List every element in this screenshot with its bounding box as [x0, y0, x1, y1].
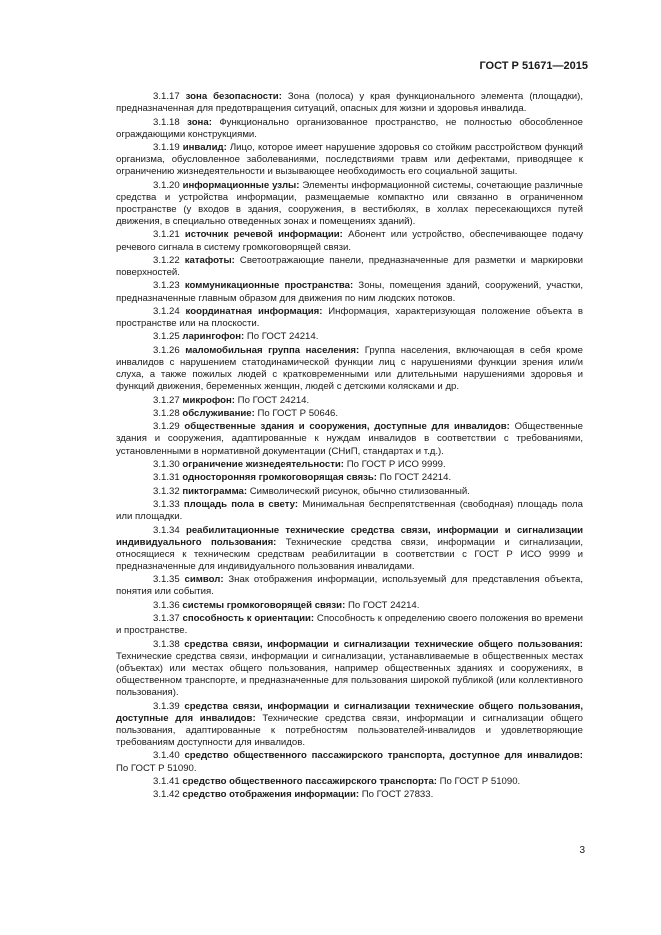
term-number: 3.1.33 — [153, 499, 180, 510]
term-name: микрофон: — [182, 394, 235, 406]
term-entry — [116, 408, 583, 420]
term-number: 3.1.18 — [153, 116, 180, 128]
term-name: символ: — [184, 574, 224, 586]
term-entry — [116, 486, 583, 498]
term-name: площадь пола в свету: — [183, 499, 299, 510]
term-name: средство отображения информации: — [182, 789, 360, 801]
term-name: маломобильная группа населения: — [185, 344, 360, 356]
terms-list — [116, 91, 583, 803]
term-number: 3.1.21 — [153, 229, 180, 241]
term-name: системы громкоговорящей связи: — [182, 599, 346, 611]
term-entry — [116, 776, 583, 788]
term-number: 3.1.28 — [153, 407, 180, 419]
term-definition: Светоотражающие панели, предназначенные для разметки и маркировки поверхностей. — [116, 254, 583, 279]
term-name: коммуникационные пространства: — [184, 280, 354, 292]
term-definition: Знак отображения информации, используемый для представления объекта, понятия или события. — [116, 574, 583, 598]
term-number: 3.1.35 — [153, 574, 180, 586]
term-definition: По ГОСТ Р 50646. — [257, 407, 339, 419]
term-name: информационные узлы: — [182, 179, 300, 191]
term-name: средства связи, информации и сигнализации технические общего пользования: — [184, 638, 583, 650]
term-name: зона безопасности: — [185, 91, 282, 102]
term-entry — [116, 472, 583, 484]
term-number: 3.1.20 — [153, 179, 180, 191]
term-entry — [116, 613, 583, 637]
term-number: 3.1.17 — [153, 91, 180, 102]
term-entry — [116, 280, 583, 304]
term-number: 3.1.22 — [153, 254, 180, 266]
term-name: односторонняя громкоговорящая связь: — [182, 472, 377, 484]
term-definition: По ГОСТ 27833. — [361, 789, 434, 801]
term-definition: Элементы информационной системы, сочетающие различные средства и устройства информации, размещаемые компактно или связанно в ограниченном пространстве (у входов в здания, сооружения, в вестибюлях, в холлах пересекающихся путей движения, в специально отведенных зонах и помещениях зданий). — [116, 179, 584, 228]
term-entry — [116, 421, 583, 457]
term-name: катафоты: — [184, 254, 235, 266]
term-entry — [116, 117, 583, 141]
term-number: 3.1.24 — [153, 305, 180, 317]
term-entry — [116, 499, 583, 523]
term-entry — [116, 331, 583, 343]
term-entry — [116, 91, 583, 115]
term-number: 3.1.37 — [153, 613, 180, 625]
term-entry — [116, 459, 583, 471]
term-definition: По ГОСТ Р 51090. — [116, 762, 197, 774]
term-name: ограничение жизнедеятельности: — [182, 458, 345, 470]
term-number: 3.1.25 — [153, 331, 180, 343]
term-definition: Информация, характеризующая положение объекта в пространстве или на плоскости. — [116, 305, 583, 330]
term-definition: Технические средства связи, информации и сигнализации, устанавливаемые в общественных местах (объектах) или местах общего пользования, например общественных зданиях и сооружениях, в общественном транспорте, и предназначенные для пользования широкой публикой (или коллективного пользования). — [116, 650, 583, 699]
term-definition: Технические средства связи, информации и сигнализации общего пользования, адаптированные к потребностям пользователей-инвалидов и удовлетворяющие требованиям доступности для инвалидов. — [116, 712, 584, 749]
term-name: зона: — [187, 116, 212, 128]
term-number: 3.1.39 — [153, 700, 180, 712]
term-entry — [116, 600, 583, 612]
term-definition: По ГОСТ 24214. — [237, 394, 310, 406]
term-number: 3.1.23 — [153, 280, 180, 292]
term-definition: Технические средства связи, информации и сигнализации, относящиеся к техническим средствам реабилитации в соответствии с ГОСТ Р ИСО 9999 и предназначенные для индивидуального пользования инвалидами. — [116, 536, 583, 572]
term-number: 3.1.40 — [153, 750, 180, 762]
term-entry — [116, 345, 583, 394]
term-name: источник речевой информации: — [184, 229, 343, 241]
term-name: обслуживание: — [182, 407, 255, 419]
term-definition: По ГОСТ 24214. — [379, 472, 452, 484]
term-entry — [116, 639, 583, 700]
page-number: 3 — [579, 845, 585, 856]
term-entry — [116, 142, 583, 178]
term-name: ларингофон: — [182, 331, 245, 343]
term-definition: Общественные здания и сооружения, адаптированные к нуждам инвалидов в соответствии с требованиями, установленными в нормативной документации (СНиП, стандартах и т.д.). — [116, 421, 584, 457]
term-definition: Абонент или устройство, обеспечивающее подачу речевого сигнала в систему громкоговорящей связи. — [116, 229, 583, 253]
term-name: общественные здания и сооружения, доступные для инвалидов: — [184, 421, 510, 433]
term-definition: Минимальная беспрепятственная (свободная) площадь пола или площадки. — [116, 499, 583, 523]
term-definition: По ГОСТ 24214. — [347, 599, 420, 611]
term-entry — [116, 306, 583, 330]
term-definition: Лицо, которое имеет нарушение здоровья со стойким расстройством функций организма, обусловленное заболеваниями, последствиями травм или дефектами, приводящее к ограничению жизнедеятельности и вызывающее необходимость его социальной защиты. — [116, 142, 583, 178]
term-number: 3.1.29 — [153, 421, 180, 433]
term-definition: Зона (полоса) у края функционального элемента (площадки), предназначенная для предотвращения ситуаций, опасных для жизни и здоровья инвалида. — [116, 91, 584, 115]
term-entry — [116, 789, 583, 801]
term-name: пиктограмма: — [182, 485, 248, 497]
term-definition: Символический рисунок, обычно стилизованный. — [249, 485, 470, 497]
term-definition: Способность к определению своего положения во времени и пространстве. — [116, 613, 584, 637]
term-name: способность к ориентации: — [182, 613, 315, 625]
term-name: координатная информация: — [185, 305, 323, 317]
term-definition: Группа населения, включающая в себя кроме инвалидов с нарушением статодинамической функции лиц с нарушениями функции зрения или/и слуха, а также пожилых людей с кратковременными или длительными нарушениями здоровья и функций движения, беременных женщин, людей с детскими колясками и др. — [116, 344, 584, 393]
term-number: 3.1.30 — [153, 458, 180, 470]
term-definition: Зоны, помещения зданий, сооружений, участки, предназначенные главным образом для движения по ним людских потоков. — [116, 280, 584, 304]
term-name: реабилитационные технические средства связи, информации и сигнализации индивидуального пользования: — [116, 524, 583, 548]
term-number: 3.1.19 — [153, 142, 180, 153]
term-entry — [116, 750, 583, 774]
term-number: 3.1.31 — [153, 472, 180, 484]
term-entry — [116, 395, 583, 407]
term-number: 3.1.34 — [153, 524, 180, 536]
term-name: средство общественного пассажирского транспорта, доступное для инвалидов: — [184, 750, 583, 762]
term-number: 3.1.26 — [153, 344, 180, 356]
standard-header: ГОСТ Р 51671—2015 — [479, 60, 588, 72]
term-number: 3.1.42 — [153, 789, 180, 801]
term-name: средства связи, информации и сигнализации технические общего пользования, доступные для инвалидов: — [116, 700, 583, 724]
term-definition: Функционально организованное пространство, не полностью обособленное ограждающими конструкциями. — [116, 116, 583, 140]
term-number: 3.1.36 — [153, 599, 180, 611]
term-number: 3.1.41 — [153, 775, 180, 787]
term-name: инвалид: — [182, 142, 227, 153]
term-entry — [116, 229, 583, 253]
term-definition: По ГОСТ Р 51090. — [439, 775, 521, 787]
term-definition: По ГОСТ Р ИСО 9999. — [346, 458, 446, 470]
term-definition: По ГОСТ 24214. — [246, 331, 319, 343]
term-entry — [116, 574, 583, 598]
term-number: 3.1.32 — [153, 485, 180, 497]
term-number: 3.1.27 — [153, 394, 180, 406]
term-entry — [116, 180, 583, 229]
term-entry — [116, 525, 583, 574]
term-entry — [116, 255, 583, 279]
term-entry — [116, 701, 583, 750]
term-number: 3.1.38 — [153, 638, 180, 650]
term-name: средство общественного пассажирского транспорта: — [182, 775, 437, 787]
